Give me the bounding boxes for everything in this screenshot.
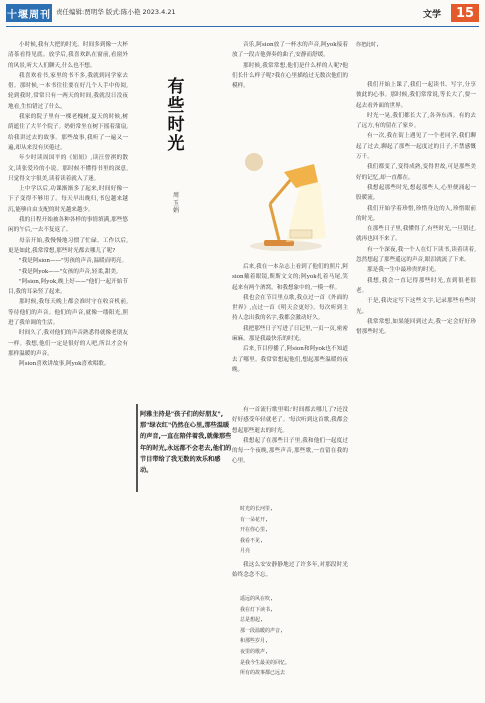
poem-line: 所有的故事都已远去	[240, 670, 286, 677]
poem-line: 我看不见,	[240, 537, 264, 544]
editor-meta: 责任编辑:贾明华 版式:陈小艳 2023.4.21	[56, 8, 176, 16]
paragraph: 我这么安安静静地过了许多年,对那段时光始终念念不忘。	[232, 562, 348, 579]
paragraph: 那时候,我每天晚上都会准时守在收音机前,等待他们的声音。他们的声音,就像一缕阳光,照进了我单调的生活。	[8, 299, 128, 327]
paragraph: 我的日程开始被各种各样的事情填满,那些悠闲的午后,一去不复返了。	[8, 217, 128, 234]
column-1	[8, 40, 128, 692]
paragraph: "我是阿sion——"男孩的声音,温暖而明亮。	[19, 258, 128, 265]
paragraph: 小时候,我有大把的时光。时间多到像一大杯清茶看得见底。放学后,我喜欢趴在窗前,看窗外的风景,听大人们聊天,什么也不想。	[8, 42, 128, 69]
pull-quote-bar	[136, 404, 138, 492]
poem-line: 开在你心里,	[240, 527, 269, 534]
paragraph: 有一首流行歌里唱:'时间都去哪儿了?还没好好感受年轻就老了。'每次听到这首歌,我都会想起那些逝去的时光。	[232, 407, 348, 434]
poem-line: 时光的长河里,	[240, 506, 274, 512]
masthead-brand: 十堰周刊	[6, 4, 52, 22]
header-rule	[6, 26, 479, 27]
paragraph: "阿sion,阿yok,晚上好——"他们一起开始节目,我的耳朵竖了起来。	[8, 278, 128, 296]
paragraph: 我们开始上课了,我们一起读书、写字,分享彼此的心事。那时候,我们常常说,等长大了,要一起去看外面的世界。	[356, 82, 476, 109]
paragraph: 我喜欢看书,家里的书不多,我就到同学家去借。那时候,一本书往往要在好几个人手中传阅,轮到我时,常常只有一两天的时间,我就没日没夜地看,生怕错过了什么。	[8, 72, 128, 110]
paragraph: 我们都变了,变得成熟,变得世故,可是那些美好的记忆,却一直都在。	[356, 164, 476, 181]
column-4	[356, 80, 476, 692]
poem-line: 夜里的歌声,	[240, 648, 269, 655]
paragraph: 我想起那些时光,想起那些人,心里便涌起一股暖流。	[356, 184, 476, 202]
paragraph: 我想起了在那些日子里,我和他们一起度过的每一个夜晚,那些声音,那些歌,一直留在我的心里。	[232, 437, 348, 465]
page-number: 15	[451, 4, 479, 22]
page-header	[0, 0, 485, 26]
paragraph: 我常常想,如果能回到过去,我一定会好好珍惜那些时光。	[356, 318, 476, 336]
poem-line: 和那些岁月,	[240, 638, 269, 645]
paragraph: 音乐,阿sion放了一杯水的声音,阿yok接着放了一段吉他弹奏的曲子,安静而舒缓。	[232, 42, 348, 59]
paragraph: 那是我一生中最珍贵的时光。	[367, 267, 440, 274]
column-3	[232, 405, 348, 505]
paragraph: 我也会在节目里点歌,我点过一首《外面的世界》,点过一首《明天会更好》。每次听到主持人念出我的名字,我都会激动好久。	[232, 294, 348, 322]
paragraph: 阿sion喜欢讲故事,阿yok喜欢唱歌。	[19, 361, 110, 368]
column-3b	[232, 560, 348, 590]
poem-middle	[240, 504, 348, 557]
poem-line: 总是想起,	[240, 617, 264, 624]
paragraph: 我想,我会一直记得那些时光,直到很老很老。	[356, 277, 476, 294]
paragraph: "我是阿yok——"女孩的声音,轻柔,甜美。	[19, 268, 122, 275]
paragraph: 我把那些日子写进了日记里,一页一页,密密麻麻。那是我最快乐的时光。	[232, 325, 348, 343]
poem-line: 你把此时,	[356, 42, 380, 48]
paragraph: 有一次,我在街上遇见了一个老同学,我们聊起了过去,聊起了那些一起度过的日子,不禁感慨万千。	[356, 133, 476, 161]
column-2b	[232, 262, 348, 394]
column-2	[232, 40, 348, 144]
poem-bottom	[240, 594, 348, 679]
paragraph: 有一个深夜,我一个人在灯下读书,读着读着,忽然想起了那些遥远的声音,眼泪就流了下来。	[356, 246, 476, 264]
article-title: 有 些 时 光	[167, 77, 185, 154]
paragraph: 在那些日子里,我懂得了,有些时光,一旦错过,就再也回不来了。	[356, 226, 476, 243]
paragraph: 我家的院子里有一棵老槐树,夏天的时候,树荫遮住了大半个院子。奶奶常坐在树下摇着蒲扇,给我讲过去的故事。那些故事,我听了一遍又一遍,却从来没有厌倦过。	[8, 114, 128, 151]
paragraph: 后来,我在一本杂志上看到了他们的照片,阿sion戴着眼镜,斯斯文文的;阿yok扎着马尾,笑起来有两个酒窝。和我想象中的,一模一样。	[232, 264, 348, 291]
paragraph: 年少时读周国平的《妞妞》,读汪曾祺的散文,读张爱玲的小说。那时候不懂得书里的深意,只觉得文字很美,读着读着就入了迷。	[8, 155, 128, 182]
paragraph: 后来,节目停播了,阿sion和阿yok也不知道去了哪里。我常常想起他们,想起那些温暖的夜晚。	[232, 346, 348, 373]
paragraph: 母亲开始,我慢慢地习惯了忙碌。工作以后,更是如此,我常常想,那些时光都去哪儿了呢?	[8, 237, 128, 254]
paragraph: 时光一晃,我们都长大了,各奔东西。有的去了远方,有的留在了家乡。	[356, 112, 476, 130]
poem-line: 遥远的风在吹,	[240, 596, 274, 602]
paragraph: 我们开始学着珍惜,珍惜身边的人,珍惜眼前的时光。	[356, 205, 476, 222]
poem-line: 我在灯下读书,	[240, 606, 274, 613]
poem-top	[356, 40, 476, 51]
section-label: 文学	[423, 10, 442, 20]
desk-lamp-illustration	[234, 142, 334, 258]
paragraph: 那时候,我常常想,他们是什么样的人呢?他们长什么样子呢?我在心里描绘过无数次他们的模样。	[232, 62, 348, 90]
poem-line: 月亮	[240, 548, 251, 555]
article-author: 周 玉 娟	[172, 192, 179, 214]
pull-quote: 阿雅主持是"孩子们的好朋友",那"绿衣红"仍然在心里,那些温暖的声音,一直在陪伴着我,就像那些年的时光,永远都不会老去,他们的节目带给了我无数的欢乐和感动。	[140, 411, 232, 475]
paragraph: 时间久了,我对他们的声音熟悉得就像老朋友一样。我想,他们一定是很好的人吧,所以才会有那样温暖的声音。	[8, 330, 128, 357]
poem-line: 那一段温暖的声音,	[240, 627, 284, 634]
paragraph: 上中学以后,功课渐渐多了起来,时间好像一下子变得不够用了。每天早出晚归,书包越来越沉,能够自由支配的时光越来越少。	[8, 186, 128, 213]
poem-line: 是我今生最美的回忆。	[240, 659, 291, 666]
paragraph: 于是,我决定写下这些文字,记录那些有些时光。	[356, 298, 476, 315]
poem-line: 有一朵花开,	[240, 516, 269, 523]
